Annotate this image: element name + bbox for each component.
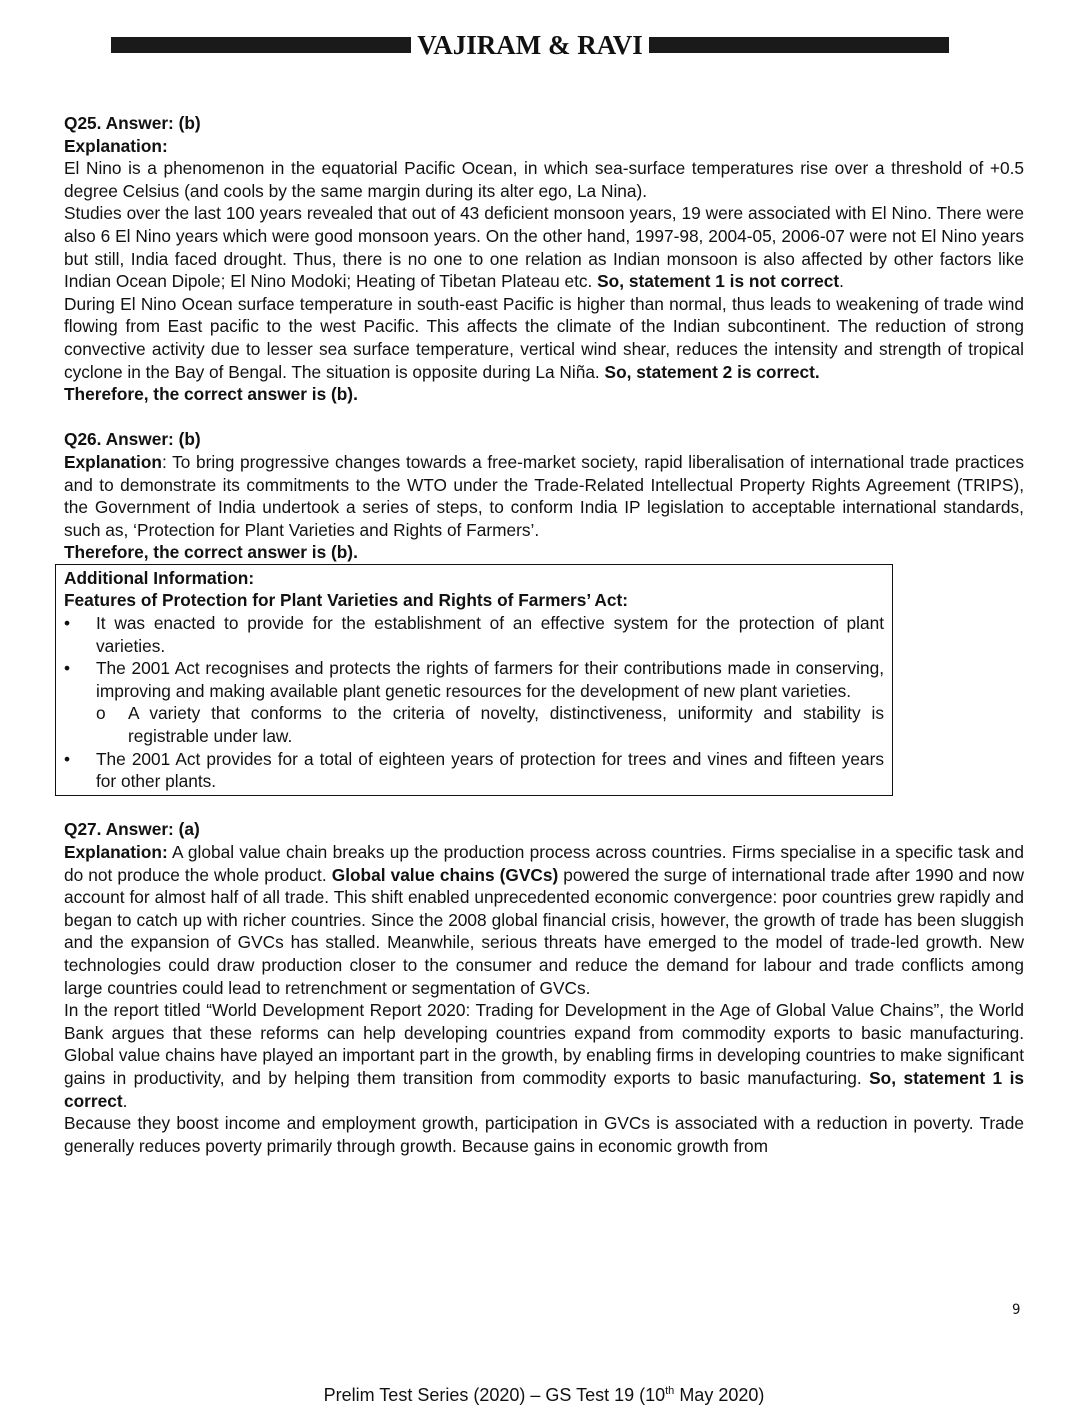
footer-text: Prelim Test Series (2020) – GS Test 19 (10 (323, 1385, 666, 1405)
bullet-icon: • (64, 613, 71, 634)
list-item-text: It was enacted to provide for the establishment of an effective system for the protection of plant varieties. (96, 613, 884, 656)
page-content (64, 112, 1024, 1157)
q27-paragraph-3: Because they boost income and employment growth, participation in GVCs is associated with a reduction in poverty. Trade generally reduces poverty primarily through growth. Because gains in economic growth from (64, 1113, 1024, 1156)
q26-p1-text: : To bring progressive changes towards a free-market society, rapid liberalisation of international trade practices and to demonstrate its commitments to the WTO under the Trade-Related Intellectual Property Rights Agreement (TRIPS), the Government of India undertook a series of steps, to conform India IP legislation to acceptable international standards, such as, ‘Protection for Plant Varieties and Rights of Farmers’. (64, 451, 1024, 540)
q26-conclusion: Therefore, the correct answer is (b). (64, 542, 358, 563)
q25-paragraph-3 (64, 293, 1024, 383)
q26-heading: Q26. Answer: (b) (64, 429, 201, 450)
footer-text-end: May 2020) (674, 1385, 765, 1405)
question-25 (64, 112, 1024, 406)
bullet-icon: • (64, 748, 71, 769)
q25-paragraph-2 (64, 202, 1024, 292)
q27-p2-text: In the report titled “World Development Report 2020: Trading for Development in the Age of Global Value Chains”, the World Bank argues that these reforms can help developing countries expand from commodity exports to basic manufacturing. Global value chains have played an important part in the growth, by enabling firms in developing countries to make significant gains in productivity, and by helping them transition from commodity exports to basic manufacturing. (64, 1000, 1024, 1088)
circle-bullet-icon: o (96, 703, 106, 724)
q27-heading: Q27. Answer: (a) (64, 819, 200, 840)
footer-superscript: th (665, 1385, 675, 1397)
header-bar-left (111, 37, 411, 53)
q25-p2-end: . (839, 271, 844, 292)
list-item (64, 657, 884, 702)
q27-statement-1: So, statement 1 is correct (64, 1067, 1024, 1111)
q25-p3-text: During El Nino Ocean surface temperature in south-east Pacific is higher than normal, thus leads to weakening of trade wind flowing from East pacific to the west Pacific. This affects the climate of the Indian subcontinent. The reduction of strong convective activity due to lesser sea surface temperature, vertical wind shear, reduces the intensity and strength of tropical cyclone in the Bay of Bengal. The situation is opposite during La Niña. (64, 293, 1024, 382)
q27-p1-text-b: powered the surge of international trade after 1990 and now account for almost half of all trade. This shift enabled unprecedented economic convergence: poor countries grew rapidly and began to catch up with richer countries. Since the 2008 global financial crisis, however, the growth of trade has been sluggish and the expansion of GVCs has stalled. Meanwhile, serious threats have emerged to the model of trade-led growth. New technologies could draw production closer to the consumer and reduce the demand for labour and trade conflicts among large countries could lead to retrenchment or segmentation of GVCs. (64, 864, 1024, 998)
q25-p2-text: Studies over the last 100 years revealed that out of 43 deficient monsoon years, 19 were associated with El Nino. There were also 6 El Nino years which were good monsoon years. On the other hand, 1997-98, 2004-05, 2006-07 were not El Nino years but still, India faced drought. Thus, there is no one to one relation as Indian monsoon is also affected by other factors like Indian Ocean Dipole; El Nino Modoki; Heating of Tibetan Plateau etc. (64, 203, 1024, 292)
question-27 (64, 818, 1024, 1157)
box-title: Additional Information: (64, 567, 255, 588)
bullet-icon: • (64, 658, 71, 679)
q25-statement-1: So, statement 1 is not correct (597, 271, 840, 292)
question-26 (64, 428, 1024, 796)
q27-p2-end: . (122, 1090, 128, 1111)
list-item-text: The 2001 Act provides for a total of eighteen years of protection for trees and vines and fifteen years for other plants. (96, 748, 884, 792)
list-item-text: The 2001 Act recognises and protects the rights of farmers for their contributions made in conserving, improving and making available plant genetic resources for the development of new plant varieties. (96, 658, 884, 701)
additional-info-box (55, 564, 893, 796)
page-header (111, 30, 949, 60)
list-item (64, 748, 884, 793)
q27-explanation-label: Explanation: (64, 842, 168, 862)
q27-gvc-term: Global value chains (GVCs) (331, 864, 559, 885)
q25-heading: Q25. Answer: (b) (64, 113, 201, 133)
header-bar-right (649, 37, 949, 53)
q25-conclusion: Therefore, the correct answer is (b). (64, 384, 358, 405)
box-list (64, 612, 884, 793)
brand-title: VAJIRAM & RAVI (417, 30, 643, 60)
sub-list-item (64, 702, 884, 747)
q27-paragraph-2 (64, 999, 1024, 1112)
q27-p1-text-a: A global value chain breaks up the production process across countries. Firms specialise in a specific task and do not produce the whole product. (64, 842, 1024, 885)
list-item-text: A variety that conforms to the criteria of novelty, distinctiveness, uniformity and stability is registrable under law. (128, 703, 884, 747)
box-subtitle: Features of Protection for Plant Varieties and Rights of Farmers’ Act: (64, 590, 629, 611)
q26-paragraph-1 (64, 451, 1024, 541)
q25-statement-2: So, statement 2 is correct. (604, 361, 820, 382)
q27-paragraph-1 (64, 841, 1024, 999)
page-number: 9 (1012, 1302, 1021, 1318)
q25-explanation-label: Explanation: (64, 135, 168, 156)
q26-explanation-label: Explanation (64, 451, 162, 472)
q25-paragraph-1: El Nino is a phenomenon in the equatorial Pacific Ocean, in which sea-surface temperatures rise over a threshold of +0.5 degree Celsius (and cools by the same margin during its alter ego, La Nina). (64, 158, 1024, 201)
list-item (64, 612, 884, 657)
page-footer (0, 1385, 1088, 1406)
